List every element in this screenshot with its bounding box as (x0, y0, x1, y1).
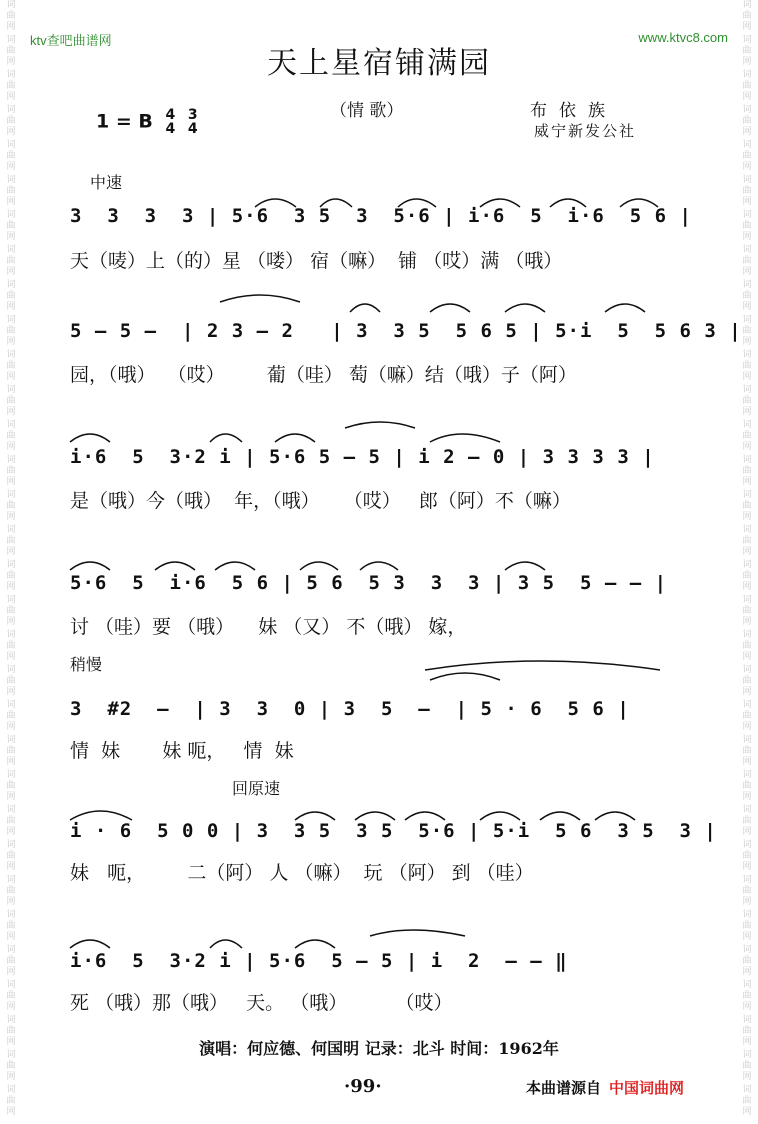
watermark-glyph: 曲 (742, 606, 752, 616)
right-watermark-strip (736, 0, 758, 1124)
source-note (526, 1077, 684, 1098)
watermark-glyph: 词 (742, 735, 752, 745)
watermark-glyph: 网 (6, 372, 16, 382)
watermark-glyph: 词 (742, 560, 752, 570)
watermark-glyph: 网 (6, 407, 16, 417)
watermark-glyph: 网 (6, 197, 16, 207)
watermark-glyph: 词 (6, 175, 16, 185)
watermark-glyph: 网 (742, 862, 752, 872)
watermark-glyph: 网 (6, 827, 16, 837)
watermark-glyph: 曲 (742, 571, 752, 581)
watermark-glyph: 词 (742, 280, 752, 290)
watermark-glyph: 词 (6, 735, 16, 745)
watermark-glyph: 曲 (6, 151, 16, 161)
watermark-glyph: 词 (6, 980, 16, 990)
watermark-glyph: 网 (742, 757, 752, 767)
slur-row-3 (60, 418, 700, 448)
watermark-glyph: 词 (742, 945, 752, 955)
watermark-glyph: 词 (742, 105, 752, 115)
watermark-glyph: 网 (742, 652, 752, 662)
watermark-glyph: 词 (6, 385, 16, 395)
watermark-glyph: 曲 (742, 851, 752, 861)
page-number: ·99· (344, 1076, 382, 1097)
watermark-glyph: 词 (742, 700, 752, 710)
watermark-glyph: 网 (742, 932, 752, 942)
watermark-glyph: 词 (6, 630, 16, 640)
watermark-glyph: 词 (6, 315, 16, 325)
watermark-glyph: 网 (742, 827, 752, 837)
watermark-glyph: 曲 (742, 781, 752, 791)
lyrics-row-2: 园，（哦） （哎） 葡（哇） 萄（嘛）结（哦）子（阿） (70, 364, 577, 386)
watermark-glyph: 网 (6, 442, 16, 452)
watermark-glyph: 曲 (742, 956, 752, 966)
watermark-glyph: 曲 (6, 1096, 16, 1106)
watermark-glyph: 曲 (6, 466, 16, 476)
watermark-glyph: 词 (742, 525, 752, 535)
watermark-glyph: 曲 (742, 46, 752, 56)
lyrics-row-4: 讨 （哇）要 （哦） 妹 （又） 不（哦） 嫁， (70, 616, 467, 638)
watermark-glyph: 曲 (742, 116, 752, 126)
watermark-glyph: 曲 (742, 396, 752, 406)
watermark-glyph: 曲 (6, 431, 16, 441)
watermark-glyph: 网 (742, 897, 752, 907)
watermark-glyph: 词 (6, 35, 16, 45)
watermark-glyph: 词 (742, 315, 752, 325)
watermark-glyph: 网 (742, 92, 752, 102)
watermark-glyph: 曲 (742, 466, 752, 476)
watermark-glyph: 网 (6, 547, 16, 557)
source-brand-link[interactable]: 中国词曲网 (609, 1079, 685, 1097)
watermark-glyph: 词 (742, 210, 752, 220)
watermark-glyph: 词 (6, 1015, 16, 1025)
watermark-glyph: 网 (742, 617, 752, 627)
watermark-glyph: 词 (742, 1050, 752, 1060)
watermark-glyph: 词 (6, 525, 16, 535)
watermark-glyph: 词 (6, 1050, 16, 1060)
watermark-glyph: 网 (6, 477, 16, 487)
watermark-glyph: 曲 (6, 186, 16, 196)
watermark-glyph: 词 (6, 0, 16, 10)
watermark-glyph: 网 (6, 127, 16, 137)
watermark-glyph: 网 (6, 267, 16, 277)
meter-one-top: 4 (165, 107, 176, 123)
watermark-glyph: 词 (742, 980, 752, 990)
watermark-glyph: 曲 (6, 606, 16, 616)
watermark-glyph: 曲 (6, 221, 16, 231)
notes-row-2: 5 – 5 – | 2 3 – 2 | 3 3 5 5 6 5 | 5·i 5 5 6 3 | (70, 320, 742, 342)
watermark-glyph: 曲 (6, 711, 16, 721)
watermark-glyph: 曲 (742, 151, 752, 161)
watermark-glyph: 曲 (6, 886, 16, 896)
watermark-glyph: 曲 (6, 396, 16, 406)
watermark-glyph: 网 (742, 792, 752, 802)
watermark-glyph: 曲 (6, 536, 16, 546)
watermark-glyph: 曲 (6, 256, 16, 266)
watermark-glyph: 网 (6, 862, 16, 872)
watermark-glyph: 词 (6, 105, 16, 115)
notes-row-4: 5·6 5 i·6 5 6 | 5 6 5 3 3 3 | 3 5 5 – – | (70, 572, 668, 594)
watermark-glyph: 词 (742, 630, 752, 640)
watermark-glyph: 曲 (6, 816, 16, 826)
tempo-marking-3: 回原速 (232, 779, 281, 798)
lyrics-row-5: 情 妹 妹 呃， 情 妹 (70, 740, 294, 762)
watermark-glyph: 曲 (6, 571, 16, 581)
watermark-glyph: 网 (6, 757, 16, 767)
watermark-glyph: 网 (742, 967, 752, 977)
watermark-glyph: 曲 (6, 81, 16, 91)
notes-row-3: i·6 5 3·2 i | 5·6 5 – 5 | i 2 – 0 | 3 3 3 3 | (70, 446, 655, 468)
watermark-glyph: 曲 (6, 46, 16, 56)
slur-row-5 (60, 656, 700, 686)
watermark-glyph: 词 (6, 700, 16, 710)
watermark-glyph: 词 (742, 665, 752, 675)
watermark-glyph: 词 (6, 945, 16, 955)
lyrics-row-1: 天（唛）上（的）星 （喽） 宿（嘛） 铺 （哎）满 （哦） (70, 250, 563, 272)
watermark-glyph: 曲 (742, 921, 752, 931)
watermark-glyph: 曲 (742, 431, 752, 441)
watermark-glyph: 网 (6, 897, 16, 907)
watermark-glyph: 网 (742, 477, 752, 487)
watermark-glyph: 曲 (742, 711, 752, 721)
left-watermark-strip (0, 0, 22, 1124)
watermark-glyph: 网 (742, 1037, 752, 1047)
watermark-glyph: 曲 (742, 81, 752, 91)
watermark-glyph: 词 (742, 455, 752, 465)
watermark-glyph: 词 (742, 0, 752, 10)
watermark-glyph: 词 (742, 875, 752, 885)
watermark-glyph: 网 (742, 22, 752, 32)
watermark-glyph: 网 (6, 337, 16, 347)
watermark-glyph: 网 (742, 722, 752, 732)
watermark-glyph: 曲 (742, 746, 752, 756)
commune-name: 威宁新发公社 (534, 122, 637, 140)
watermark-glyph: 曲 (742, 256, 752, 266)
watermark-glyph: 网 (742, 582, 752, 592)
watermark-glyph: 词 (6, 245, 16, 255)
watermark-glyph: 网 (6, 22, 16, 32)
watermark-glyph: 词 (6, 840, 16, 850)
watermark-glyph: 曲 (742, 186, 752, 196)
watermark-glyph: 网 (6, 1037, 16, 1047)
watermark-glyph: 网 (6, 232, 16, 242)
site-label-left[interactable]: ktv查吧曲谱网 (30, 33, 112, 48)
watermark-glyph: 网 (6, 932, 16, 942)
watermark-glyph: 曲 (6, 291, 16, 301)
meter-two (188, 108, 198, 136)
watermark-glyph: 网 (6, 652, 16, 662)
notes-row-1: 3 3 3 3 | 5·6 3 5 3 5·6 | i·6 5 i·6 5 6 | (70, 205, 692, 227)
watermark-glyph: 曲 (6, 851, 16, 861)
watermark-glyph: 曲 (6, 991, 16, 1001)
slur-row-2 (60, 288, 700, 318)
watermark-glyph: 词 (742, 140, 752, 150)
key-signature (96, 108, 198, 136)
watermark-glyph: 曲 (6, 746, 16, 756)
key-label: 1 = B (96, 110, 153, 133)
watermark-glyph: 网 (6, 582, 16, 592)
watermark-glyph: 词 (6, 280, 16, 290)
watermark-glyph: 曲 (742, 641, 752, 651)
watermark-glyph: 网 (6, 512, 16, 522)
watermark-glyph: 词 (742, 805, 752, 815)
watermark-glyph: 网 (742, 1107, 752, 1117)
watermark-glyph: 网 (742, 1002, 752, 1012)
watermark-glyph: 网 (6, 302, 16, 312)
watermark-glyph: 曲 (742, 221, 752, 231)
ethnic-group: 布依族 (530, 101, 617, 121)
watermark-glyph: 网 (742, 267, 752, 277)
watermark-glyph: 网 (6, 92, 16, 102)
watermark-glyph: 网 (742, 302, 752, 312)
watermark-glyph: 词 (6, 140, 16, 150)
watermark-glyph: 词 (742, 770, 752, 780)
watermark-glyph: 网 (6, 57, 16, 67)
watermark-glyph: 网 (742, 407, 752, 417)
watermark-glyph: 词 (742, 490, 752, 500)
watermark-glyph: 词 (6, 665, 16, 675)
watermark-glyph: 词 (742, 1015, 752, 1025)
watermark-glyph: 词 (6, 490, 16, 500)
meter-one-bottom: 4 (165, 121, 176, 137)
watermark-glyph: 词 (742, 385, 752, 395)
watermark-glyph: 曲 (6, 361, 16, 371)
tempo-marking-1: 中速 (90, 173, 123, 192)
watermark-glyph: 网 (742, 162, 752, 172)
watermark-glyph: 网 (6, 1002, 16, 1012)
watermark-glyph: 网 (742, 1072, 752, 1082)
meter-two-bottom: 4 (187, 121, 198, 137)
watermark-glyph: 词 (6, 420, 16, 430)
watermark-glyph: 曲 (6, 1061, 16, 1071)
lyrics-row-7: 死 （哦）那（哦） 天。 （哦） （哎） (70, 992, 453, 1014)
credits-footer: 演唱：何应德、何国明 记录：北斗 时间：1962年 (199, 1039, 559, 1058)
watermark-glyph: 词 (6, 560, 16, 570)
watermark-glyph: 网 (742, 127, 752, 137)
watermark-glyph: 曲 (742, 536, 752, 546)
watermark-glyph: 网 (742, 687, 752, 697)
watermark-glyph: 曲 (742, 886, 752, 896)
notes-row-7: i·6 5 3·2 i | 5·6 5 – 5 | i 2 – – ‖ (70, 950, 568, 972)
watermark-glyph: 曲 (6, 116, 16, 126)
watermark-glyph: 词 (6, 70, 16, 80)
watermark-glyph: 网 (742, 197, 752, 207)
watermark-glyph: 词 (742, 350, 752, 360)
meter-one (165, 108, 175, 136)
watermark-glyph: 词 (6, 805, 16, 815)
watermark-glyph: 词 (742, 910, 752, 920)
watermark-gap (0, 1118, 22, 1120)
watermark-glyph: 曲 (6, 1026, 16, 1036)
watermark-glyph: 网 (6, 687, 16, 697)
watermark-glyph: 网 (6, 792, 16, 802)
watermark-glyph: 网 (6, 722, 16, 732)
lyrics-row-6: 妹 呃， 二（阿） 人 （嘛） 玩 （阿） 到 （哇） (70, 862, 534, 884)
watermark-glyph: 曲 (742, 816, 752, 826)
watermark-glyph: 词 (6, 350, 16, 360)
watermark-glyph: 网 (6, 1072, 16, 1082)
watermark-glyph: 词 (742, 245, 752, 255)
source-prefix: 本曲谱源自 (526, 1079, 602, 1097)
watermark-glyph: 词 (6, 910, 16, 920)
watermark-glyph: 曲 (742, 291, 752, 301)
watermark-glyph: 网 (6, 967, 16, 977)
watermark-glyph: 网 (6, 162, 16, 172)
watermark-glyph: 网 (6, 617, 16, 627)
watermark-glyph: 网 (742, 337, 752, 347)
watermark-glyph: 曲 (742, 991, 752, 1001)
site-label-right[interactable]: www.ktvc8.com (638, 30, 728, 45)
watermark-glyph: 词 (742, 70, 752, 80)
watermark-glyph: 词 (742, 420, 752, 430)
watermark-glyph: 网 (742, 57, 752, 67)
watermark-glyph: 词 (6, 1085, 16, 1095)
watermark-glyph: 词 (742, 175, 752, 185)
watermark-glyph: 词 (742, 1085, 752, 1095)
watermark-glyph: 曲 (6, 956, 16, 966)
watermark-glyph: 曲 (742, 1026, 752, 1036)
watermark-glyph: 词 (742, 595, 752, 605)
watermark-glyph: 曲 (6, 921, 16, 931)
watermark-glyph: 网 (742, 232, 752, 242)
watermark-glyph: 词 (6, 770, 16, 780)
notes-row-6: i · 6 5 0 0 | 3 3 5 3 5 5·6 | 5·i 5 6 3 5 3 | (70, 820, 717, 842)
watermark-glyph: 词 (6, 875, 16, 885)
watermark-glyph: 曲 (6, 501, 16, 511)
watermark-glyph: 词 (6, 210, 16, 220)
watermark-glyph: 曲 (6, 641, 16, 651)
watermark-glyph: 词 (742, 840, 752, 850)
watermark-glyph: 曲 (742, 361, 752, 371)
tempo-marking-2: 稍慢 (70, 655, 103, 674)
watermark-glyph: 网 (742, 512, 752, 522)
watermark-glyph: 曲 (6, 676, 16, 686)
watermark-glyph: 曲 (742, 501, 752, 511)
watermark-glyph: 曲 (6, 781, 16, 791)
watermark-glyph: 曲 (6, 326, 16, 336)
watermark-glyph: 曲 (742, 11, 752, 21)
watermark-glyph: 词 (742, 35, 752, 45)
watermark-glyph: 曲 (742, 676, 752, 686)
notes-row-5: 3 #2 – | 3 3 0 | 3 5 – | 5 · 6 5 6 | (70, 698, 630, 720)
watermark-glyph: 词 (6, 595, 16, 605)
song-title: 天上星宿铺满园 (267, 46, 491, 81)
watermark-gap (736, 1118, 758, 1120)
watermark-glyph: 曲 (742, 326, 752, 336)
watermark-glyph: 网 (742, 372, 752, 382)
genre-label: （情 歌） (330, 101, 404, 121)
watermark-glyph: 曲 (6, 11, 16, 21)
watermark-glyph: 网 (742, 547, 752, 557)
watermark-glyph: 曲 (742, 1061, 752, 1071)
watermark-glyph: 网 (6, 1107, 16, 1117)
watermark-glyph: 词 (6, 455, 16, 465)
meter-two-top: 3 (187, 107, 198, 123)
lyrics-row-3: 是（哦）今（哦） 年，（哦） （哎） 郎（阿）不（嘛） (70, 490, 571, 512)
watermark-glyph: 网 (742, 442, 752, 452)
watermark-glyph: 曲 (742, 1096, 752, 1106)
